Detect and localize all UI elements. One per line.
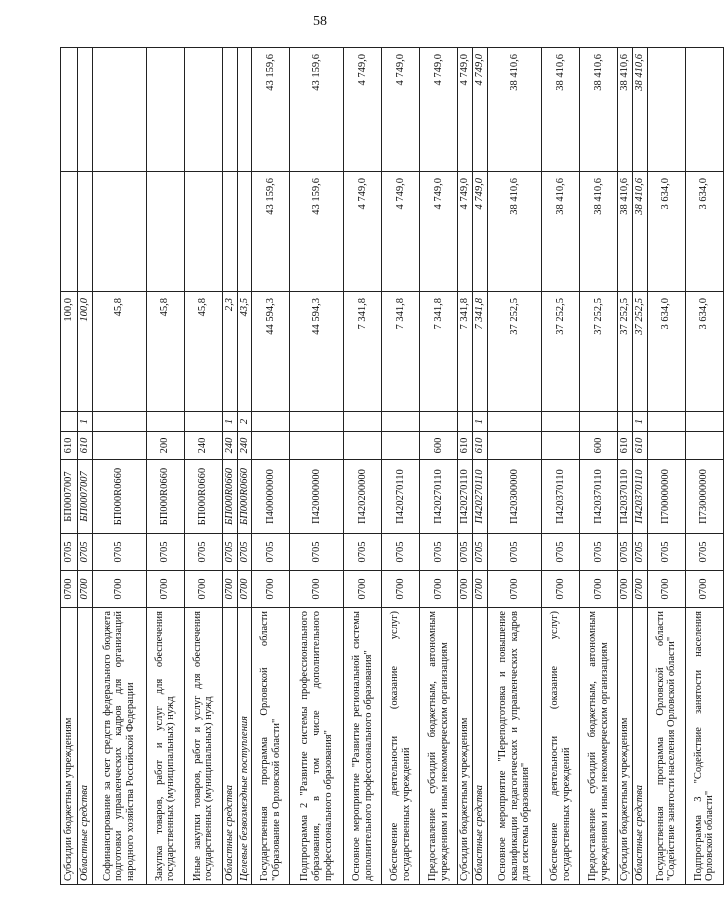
target-article-code: П400000000 xyxy=(252,460,290,534)
amount-year-1: 7 341,8 xyxy=(473,292,488,412)
amount-year-3: 4 749,0 xyxy=(473,48,488,172)
section-code: 0700 xyxy=(252,571,290,608)
amount-year-3: 43 159,6 xyxy=(252,48,290,172)
table-row xyxy=(382,48,420,885)
funding-source-code xyxy=(647,412,685,432)
subsection-code: 0705 xyxy=(458,534,473,571)
expense-type-code xyxy=(290,432,344,460)
section-code: 0700 xyxy=(92,571,146,608)
amount-year-3 xyxy=(685,48,723,172)
amount-year-2: 4 749,0 xyxy=(344,172,382,292)
target-article-code: П420370110 xyxy=(580,460,618,534)
amount-year-1: 37 252,5 xyxy=(488,292,542,412)
amount-year-3 xyxy=(647,48,685,172)
amount-year-2 xyxy=(222,172,237,292)
row-name: Субсидии бюджетным учреждениям xyxy=(458,608,473,885)
amount-year-2: 38 410,6 xyxy=(488,172,542,292)
row-name: Предоставление субсидий бюджетным, автономным учреждениям и иным некоммерческим организациям xyxy=(420,608,458,885)
section-code: 0700 xyxy=(290,571,344,608)
target-article-code: П730000000 xyxy=(685,460,723,534)
amount-year-3 xyxy=(184,48,222,172)
section-code: 0700 xyxy=(237,571,252,608)
target-article-code: П420370110 xyxy=(633,460,648,534)
row-name: Подпрограмма 3 "Содействие занятости населения Орловской области" xyxy=(685,608,723,885)
expense-type-code: 610 xyxy=(78,432,93,460)
target-article-code: П420000000 xyxy=(290,460,344,534)
section-code: 0700 xyxy=(488,571,542,608)
funding-source-code xyxy=(618,412,633,432)
subsection-code: 0705 xyxy=(420,534,458,571)
target-article-code: П420270110 xyxy=(382,460,420,534)
amount-year-1: 7 341,8 xyxy=(420,292,458,412)
amount-year-1: 45,8 xyxy=(184,292,222,412)
section-code: 0700 xyxy=(647,571,685,608)
funding-source-code: 1 xyxy=(473,412,488,432)
amount-year-1: 37 252,5 xyxy=(618,292,633,412)
row-name: Софинансирование за счет средств федерального бюджета подготовки управленческих кадров для организаций народного хозяйства Российской Федерации xyxy=(92,608,146,885)
expense-type-code: 600 xyxy=(580,432,618,460)
row-name: Субсидии бюджетным учреждениям xyxy=(618,608,633,885)
subsection-code: 0705 xyxy=(146,534,184,571)
table-row xyxy=(344,48,382,885)
subsection-code: 0705 xyxy=(78,534,93,571)
row-name: Целевые безвозмездные поступления xyxy=(237,608,252,885)
funding-source-code xyxy=(344,412,382,432)
row-name: Областные средства xyxy=(473,608,488,885)
expense-type-code xyxy=(488,432,542,460)
amount-year-1: 43,5 xyxy=(237,292,252,412)
subsection-code: 0705 xyxy=(290,534,344,571)
target-article-code: П420370110 xyxy=(542,460,580,534)
section-code: 0700 xyxy=(222,571,237,608)
subsection-code: 0705 xyxy=(61,534,78,571)
amount-year-2: 4 749,0 xyxy=(420,172,458,292)
subsection-code: 0705 xyxy=(542,534,580,571)
expense-type-code xyxy=(344,432,382,460)
table-row xyxy=(237,48,252,885)
amount-year-1: 3 634,0 xyxy=(647,292,685,412)
amount-year-3: 4 749,0 xyxy=(458,48,473,172)
section-code: 0700 xyxy=(618,571,633,608)
funding-source-code xyxy=(458,412,473,432)
table-row xyxy=(92,48,146,885)
expense-type-code: 610 xyxy=(458,432,473,460)
funding-source-code xyxy=(542,412,580,432)
target-article-code: П420200000 xyxy=(344,460,382,534)
row-name: Государственная программа Орловской области "Содействие занятости населения Орловской области" xyxy=(647,608,685,885)
row-name: Областные средства xyxy=(222,608,237,885)
target-article-code: БП0007007 xyxy=(78,460,93,534)
section-code: 0700 xyxy=(61,571,78,608)
section-code: 0700 xyxy=(184,571,222,608)
row-name: Обеспечение деятельности (оказание услуг) государственных учреждений xyxy=(382,608,420,885)
amount-year-3: 4 749,0 xyxy=(420,48,458,172)
section-code: 0700 xyxy=(580,571,618,608)
amount-year-1: 45,8 xyxy=(146,292,184,412)
amount-year-2: 38 410,6 xyxy=(618,172,633,292)
subsection-code: 0705 xyxy=(184,534,222,571)
amount-year-1: 100,0 xyxy=(78,292,93,412)
rotated-table-container xyxy=(60,48,716,885)
amount-year-2 xyxy=(78,172,93,292)
amount-year-1: 2,3 xyxy=(222,292,237,412)
table-row xyxy=(488,48,542,885)
target-article-code: БП0007007 xyxy=(61,460,78,534)
amount-year-2: 4 749,0 xyxy=(382,172,420,292)
subsection-code: 0705 xyxy=(473,534,488,571)
amount-year-1: 37 252,5 xyxy=(542,292,580,412)
section-code: 0700 xyxy=(146,571,184,608)
target-article-code: БП000R0660 xyxy=(92,460,146,534)
funding-source-code: 2 xyxy=(237,412,252,432)
expense-type-code xyxy=(92,432,146,460)
amount-year-3: 38 410,6 xyxy=(633,48,648,172)
funding-source-code xyxy=(685,412,723,432)
funding-source-code xyxy=(92,412,146,432)
funding-source-code: 1 xyxy=(222,412,237,432)
amount-year-1: 44 594,3 xyxy=(290,292,344,412)
section-code: 0700 xyxy=(473,571,488,608)
section-code: 0700 xyxy=(78,571,93,608)
expense-type-code: 240 xyxy=(184,432,222,460)
amount-year-2: 4 749,0 xyxy=(458,172,473,292)
table-row xyxy=(252,48,290,885)
section-code: 0700 xyxy=(344,571,382,608)
section-code: 0700 xyxy=(458,571,473,608)
funding-source-code xyxy=(488,412,542,432)
table-row xyxy=(542,48,580,885)
table-row xyxy=(222,48,237,885)
amount-year-1: 3 634,0 xyxy=(685,292,723,412)
funding-source-code xyxy=(580,412,618,432)
target-article-code: П420270110 xyxy=(473,460,488,534)
funding-source-code xyxy=(61,412,78,432)
funding-source-code xyxy=(290,412,344,432)
amount-year-3: 38 410,6 xyxy=(618,48,633,172)
amount-year-3 xyxy=(222,48,237,172)
section-code: 0700 xyxy=(382,571,420,608)
table-row xyxy=(184,48,222,885)
expense-type-code xyxy=(647,432,685,460)
funding-source-code xyxy=(420,412,458,432)
table-row xyxy=(647,48,685,885)
amount-year-3: 4 749,0 xyxy=(382,48,420,172)
expense-type-code xyxy=(382,432,420,460)
table-row xyxy=(61,48,78,885)
amount-year-2: 43 159,6 xyxy=(252,172,290,292)
expense-type-code: 200 xyxy=(146,432,184,460)
row-name: Областные средства xyxy=(633,608,648,885)
table-row xyxy=(78,48,93,885)
amount-year-2 xyxy=(61,172,78,292)
subsection-code: 0705 xyxy=(488,534,542,571)
table-row xyxy=(580,48,618,885)
expense-type-code: 240 xyxy=(222,432,237,460)
row-name: Предоставление субсидий бюджетным, автономным учреждениям и иным некоммерческим организациям xyxy=(580,608,618,885)
table-row xyxy=(633,48,648,885)
row-name: Иные закупки товаров, работ и услуг для обеспечения государственных (муниципальных) нужд xyxy=(184,608,222,885)
amount-year-3: 38 410,6 xyxy=(488,48,542,172)
table-row xyxy=(290,48,344,885)
amount-year-1: 7 341,8 xyxy=(344,292,382,412)
subsection-code: 0705 xyxy=(647,534,685,571)
amount-year-3 xyxy=(237,48,252,172)
expense-type-code: 240 xyxy=(237,432,252,460)
subsection-code: 0705 xyxy=(580,534,618,571)
amount-year-1: 7 341,8 xyxy=(382,292,420,412)
subsection-code: 0705 xyxy=(633,534,648,571)
table-row xyxy=(618,48,633,885)
expense-type-code: 600 xyxy=(420,432,458,460)
funding-source-code xyxy=(252,412,290,432)
funding-source-code: 1 xyxy=(78,412,93,432)
amount-year-2: 3 634,0 xyxy=(685,172,723,292)
amount-year-2: 38 410,6 xyxy=(633,172,648,292)
expense-type-code: 610 xyxy=(61,432,78,460)
amount-year-3 xyxy=(92,48,146,172)
subsection-code: 0705 xyxy=(685,534,723,571)
amount-year-3: 38 410,6 xyxy=(580,48,618,172)
amount-year-1: 7 341,8 xyxy=(458,292,473,412)
page-number: 58 xyxy=(313,14,327,29)
section-code: 0700 xyxy=(685,571,723,608)
table-row xyxy=(458,48,473,885)
subsection-code: 0705 xyxy=(237,534,252,571)
target-article-code: БП000R0660 xyxy=(146,460,184,534)
table-row xyxy=(420,48,458,885)
table-row xyxy=(146,48,184,885)
amount-year-2: 38 410,6 xyxy=(580,172,618,292)
amount-year-3 xyxy=(61,48,78,172)
amount-year-2 xyxy=(237,172,252,292)
expense-type-code xyxy=(542,432,580,460)
funding-source-code: 1 xyxy=(633,412,648,432)
target-article-code: БП000R0660 xyxy=(222,460,237,534)
section-code: 0700 xyxy=(633,571,648,608)
amount-year-3: 38 410,6 xyxy=(542,48,580,172)
amount-year-1: 44 594,3 xyxy=(252,292,290,412)
subsection-code: 0705 xyxy=(92,534,146,571)
amount-year-1: 37 252,5 xyxy=(580,292,618,412)
funding-source-code xyxy=(184,412,222,432)
expense-type-code: 610 xyxy=(633,432,648,460)
amount-year-3 xyxy=(146,48,184,172)
amount-year-2 xyxy=(184,172,222,292)
expense-type-code: 610 xyxy=(618,432,633,460)
amount-year-2: 4 749,0 xyxy=(473,172,488,292)
row-name: Подпрограмма 2 "Развитие системы профессионального образования, в том числе дополнительного профессионального образования" xyxy=(290,608,344,885)
target-article-code: П420300000 xyxy=(488,460,542,534)
target-article-code: П420270110 xyxy=(458,460,473,534)
subsection-code: 0705 xyxy=(252,534,290,571)
amount-year-2: 43 159,6 xyxy=(290,172,344,292)
target-article-code: П700000000 xyxy=(647,460,685,534)
row-name: Основное мероприятие "Переподготовка и повышение квалификации педагогических и управленческих кадров для системы образования" xyxy=(488,608,542,885)
amount-year-3: 43 159,6 xyxy=(290,48,344,172)
target-article-code: П420270110 xyxy=(420,460,458,534)
amount-year-2: 38 410,6 xyxy=(542,172,580,292)
amount-year-3 xyxy=(78,48,93,172)
funding-source-code xyxy=(382,412,420,432)
budget-table xyxy=(60,47,724,885)
amount-year-3: 4 749,0 xyxy=(344,48,382,172)
expense-type-code: 610 xyxy=(473,432,488,460)
amount-year-1: 37 252,5 xyxy=(633,292,648,412)
amount-year-2: 3 634,0 xyxy=(647,172,685,292)
row-name: Областные средства xyxy=(78,608,93,885)
subsection-code: 0705 xyxy=(222,534,237,571)
expense-type-code xyxy=(685,432,723,460)
funding-source-code xyxy=(146,412,184,432)
table-row xyxy=(473,48,488,885)
row-name: Закупка товаров, работ и услуг для обеспечения государственных (муниципальных) нужд xyxy=(146,608,184,885)
subsection-code: 0705 xyxy=(382,534,420,571)
row-name: Государственная программа Орловской области "Образование в Орловской области" xyxy=(252,608,290,885)
amount-year-1: 100,0 xyxy=(61,292,78,412)
target-article-code: БП000R0660 xyxy=(237,460,252,534)
row-name: Обеспечение деятельности (оказание услуг) государственных учреждений xyxy=(542,608,580,885)
table-row xyxy=(685,48,723,885)
target-article-code: БП000R0660 xyxy=(184,460,222,534)
amount-year-2 xyxy=(92,172,146,292)
expense-type-code xyxy=(252,432,290,460)
subsection-code: 0705 xyxy=(618,534,633,571)
amount-year-1: 45,8 xyxy=(92,292,146,412)
row-name: Основное мероприятие "Развитие региональной системы дополнительного профессионального образования" xyxy=(344,608,382,885)
amount-year-2 xyxy=(146,172,184,292)
target-article-code: П420370110 xyxy=(618,460,633,534)
section-code: 0700 xyxy=(420,571,458,608)
row-name: Субсидии бюджетным учреждениям xyxy=(61,608,78,885)
subsection-code: 0705 xyxy=(344,534,382,571)
section-code: 0700 xyxy=(542,571,580,608)
